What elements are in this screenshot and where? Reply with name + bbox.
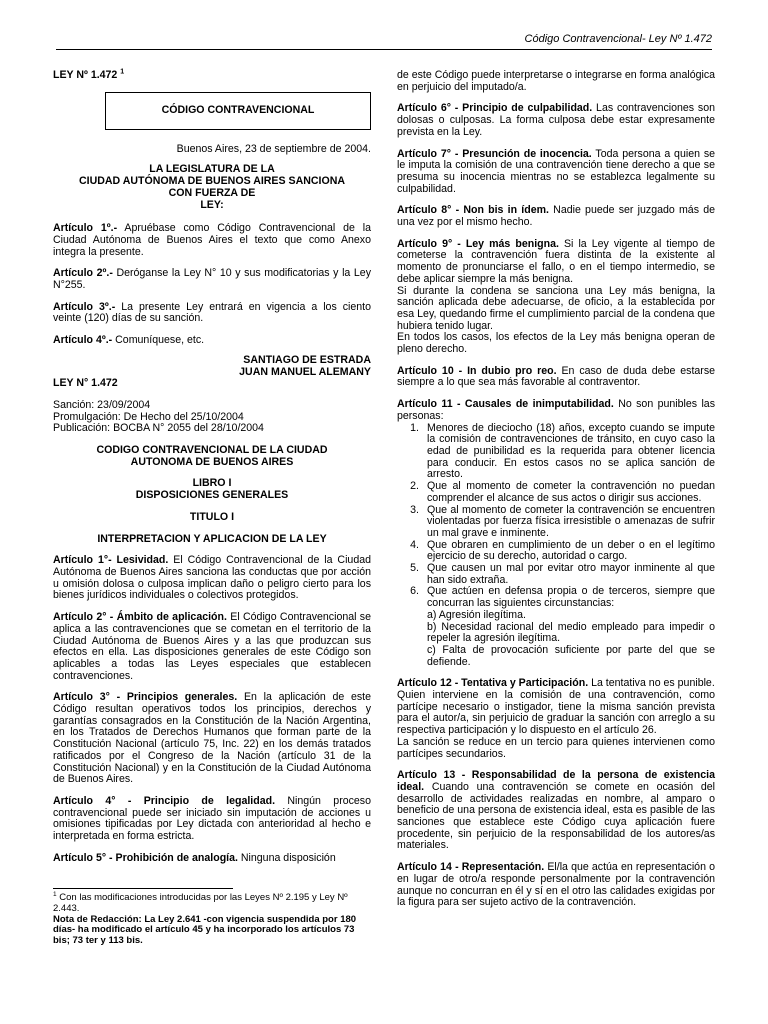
list-text-main: Que actúen en defensa propia o de terceros, siempre que concurran las siguientes circunstancias: [427, 585, 715, 610]
list-number: 5. [410, 562, 419, 575]
article-12 [397, 678, 715, 760]
article-text: Las contravenciones son dolosas o culposas. La forma culposa debe estar expresamente prevista en la Ley. [397, 102, 716, 138]
article-paragraph: Quien interviene en la comisión de una contravención, como partícipe necesario o instigador, tiene la misma sanción prevista para el autor/a, sin perjuicio de graduar la sanción con arreglo a su respectiva participación y lo dispuesto en el artículo 26. [397, 689, 715, 737]
article-2 [53, 612, 371, 682]
article-text: Si la Ley vigente al tiempo de cometerse la contravención fuera distinta de la existente al momento de pronunciarse el fallo, o en el tiempo intermedio, se debe aplicar siempre la más benigna. [397, 237, 716, 285]
article-text: Comuníquese, etc. [112, 334, 205, 347]
signer-name: SANTIAGO DE ESTRADA [243, 353, 371, 366]
article-label: Artículo 1º.- [53, 222, 118, 235]
article-label: Artículo 7° - Presunción de inocencia. [397, 147, 592, 160]
sub-item: b) Necesidad racional del medio empleado para impedir o repeler la agresión ilegítima. [427, 620, 715, 645]
list-text [427, 586, 715, 668]
article-label: Artículo 8° - Non bis in ídem. [397, 204, 549, 217]
list-item [397, 586, 715, 668]
article-label: Artículo 11 - Causales de inimputabilidad. [397, 398, 614, 411]
sub-item: a) Agresión ilegítima. [427, 608, 526, 621]
promulgation-info [53, 400, 371, 435]
preamble-article [53, 223, 371, 258]
list-item [397, 505, 715, 540]
article-text: El/la que actúa en representación o en lugar de otro/a responde personalmente por la contravención aunque no concurran en él y sí en el otro las calidades exigidas por la figura para ser sujeto activo de la contravención. [397, 861, 715, 909]
article-label: Artículo 13 - Responsabilidad de la persona de existencia ideal. [397, 769, 715, 793]
title-name: INTERPRETACION Y APLICACION DE LA LEY [97, 532, 327, 545]
article-text: El Código Contravencional de la Ciudad Autónoma de Buenos Aires sanciona las conductas que por acción u omisión dolosa o culposa implican daño o peligro cierto para los bienes jurídicos individuales o colectivos protegidos. [53, 554, 371, 602]
article-text: Nadie puede ser juzgado más de una vez por el mismo hecho. [397, 204, 715, 229]
article-3 [53, 692, 371, 786]
book-name: DISPOSICIONES GENERALES [135, 489, 289, 502]
article-5 [53, 853, 371, 865]
left-column [53, 70, 371, 946]
article-text: En la aplicación de este Código resultan operativos todos los principios, derechos y garantías consagrados en la Constitución de la Nación Argentina, en los Tratados de Derechos Humanos que forman parte de la Constitución Nacional (artículo 75, Inc. 22) en los demás tratados ratificados por el Congreso de la Nación (artículo 31 de la Constitución Nacional) y en la Constitución de la Ciudad Autónoma de Buenos Aires. [53, 691, 372, 786]
article-13 [397, 770, 715, 852]
article-label: Artículo 3° - Principios generales. [53, 691, 238, 704]
list-number: 4. [410, 538, 419, 551]
footnote-marker: 1 [120, 68, 125, 76]
article-6 [397, 103, 715, 138]
footnote-divider [53, 888, 233, 889]
running-header: Código Contravencional- Ley Nº 1.472 [56, 34, 712, 50]
list-number: 3. [410, 503, 419, 516]
article-text: Apruébase como Código Contravencional de la Ciudad Autónoma de Buenos Aires el texto que como Anexo integra la presente. [53, 222, 371, 258]
legislature-line: LA LEGISLATURA DE LA [149, 163, 275, 176]
legislature-line: CIUDAD AUTÓNOMA DE BUENOS AIRES SANCIONA [78, 175, 346, 188]
list-number: 6. [410, 585, 419, 598]
code-heading [53, 445, 371, 468]
list-item [397, 423, 715, 482]
article-text: Cuando una contravención se comete en ocasión del desarrollo de actividades realizadas en nombre, al amparo o beneficio de una persona de existencia ideal, esta es pasible de las sanciones que establece este Código cuya aplicación fuere procedente, sin perjuicio de la responsabilidad de los autores/as materiales. [397, 780, 715, 852]
article-text: No son punibles las personas: [397, 398, 715, 422]
article-text: La tentativa no es punible. [588, 677, 715, 690]
article-1 [53, 555, 371, 602]
article-text: La presente Ley entrará en vigencia a los ciento veinte (120) días de su sanción. [53, 300, 371, 325]
legislature-line: CON FUERZA DE [168, 186, 256, 199]
article-label: Artículo 10 - In dubio pro reo. [397, 364, 557, 377]
promulgation-date: Promulgación: De Hecho del 25/10/2004 [53, 410, 244, 423]
exemptions-list [397, 423, 715, 669]
law-title [53, 70, 371, 82]
footnote-marker: 1 [53, 891, 57, 899]
list-text: Que causen un mal por evitar otro mayor inminente al que han sido extraña. [427, 562, 715, 586]
article-text: Toda persona a quien se le imputa la comisión de una contravención tiene derecho a que se presuma su inocencia mientras no se establezca legalmente su culpabilidad. [397, 147, 716, 195]
article-label: Artículo 3º.- [53, 300, 116, 313]
article-label: Artículo 4º.- [53, 334, 113, 347]
article-text: Ninguna disposición [237, 851, 336, 864]
list-number: 1. [410, 421, 419, 434]
sub-item: c) Falta de provocación suficiente por parte del que se defiende. [427, 643, 715, 668]
list-number: 2. [410, 480, 419, 493]
article-label: Artículo 2° - Ámbito de aplicación. [53, 611, 227, 624]
article-text: Deróganse la Ley N° 10 y sus modificatorias y la Ley N°255. [53, 267, 371, 292]
article-label: Artículo 5° - Prohibición de analogía. [53, 851, 238, 864]
article-4 [53, 796, 371, 843]
article-10 [397, 366, 715, 389]
right-column [397, 70, 715, 919]
law-number-repeat: LEY N° 1.472 [53, 377, 118, 390]
article-11 [397, 399, 715, 668]
footnote-text: Con las modificaciones introducidas por las Leyes Nº 2.195 y Ley Nº 2.443. [53, 892, 348, 915]
article-paragraph: La sanción se reduce en un tercio para quienes intervienen como partícipes secundarios. [397, 735, 715, 760]
list-text: Que al momento de cometer la contravención no puedan comprender el alcance de sus actos o dirigir sus acciones. [427, 480, 715, 504]
book-heading [53, 478, 371, 501]
article-9 [397, 239, 715, 356]
article-5-continuation: de este Código puede interpretarse o integrarse en forma analógica en perjuicio del imputado/a. [397, 69, 716, 93]
code-title-box: CÓDIGO CONTRAVENCIONAL [105, 92, 371, 130]
list-text: Que obraren en cumplimiento de un deber o en el legítimo ejercicio de su derecho, autoridad o cargo. [427, 538, 715, 563]
preamble-article [53, 268, 371, 291]
article-label: Artículo 12 - Tentativa y Participación. [397, 677, 589, 690]
sanction-date: Sanción: 23/09/2004 [53, 398, 151, 411]
article-label: Artículo 14 - Representación. [397, 861, 545, 874]
signatories [53, 355, 371, 378]
article-label: Artículo 2º.- [53, 267, 113, 280]
list-item [397, 563, 715, 586]
list-text: Menores de dieciocho (18) años, excepto cuando se impute la comisión de contravenciones de tránsito, en cuyo caso la edad de punibilidad es la requerida para obtener licencia para conducir. En estos casos no se aplica sanción de arresto. [427, 421, 715, 481]
article-paragraph: En todos los casos, los efectos de la Ley más benigna operan de pleno derecho. [397, 331, 715, 356]
legislature-line: LEY: [200, 198, 224, 211]
code-heading-line: CODIGO CONTRAVENCIONAL DE LA CIUDAD [96, 444, 328, 457]
title-number: TITULO I [189, 510, 235, 523]
article-text: Ningún proceso contravencional puede ser iniciado sin imputación de acciones u omisiones tipificadas por Ley dictada con anterioridad al hecho e interpretada en forma estricta. [53, 794, 371, 843]
article-paragraph: Si durante la condena se sanciona una Ley más benigna, la sanción aplicada debe adecuarse, de oficio, a la establecida por esa Ley, quedando firme el cumplimiento parcial de la condena que hubiera tenido lugar. [397, 284, 715, 332]
article-14 [397, 862, 715, 909]
article-label: Artículo 6° - Principio de culpabilidad. [397, 102, 593, 115]
list-text: Que al momento de cometer la contravención se encuentren violentadas por fuerza física irresistible o amenazas de sufrir un mal grave e inminente. [427, 503, 715, 539]
signer-name: JUAN MANUEL ALEMANY [239, 365, 371, 378]
editorial-note: Nota de Redacción: La Ley 2.641 -con vigencia suspendida por 180 días- ha modificado el artículo 45 y ha incorporado los artículos 73 bis; 73 ter y 113 bis. [53, 913, 357, 946]
article-8 [397, 205, 715, 228]
enactment-date: Buenos Aires, 23 de septiembre de 2004. [176, 142, 371, 155]
legislature-heading [53, 164, 371, 211]
article-7 [397, 149, 715, 196]
footnote [53, 893, 371, 914]
book-number: LIBRO I [192, 477, 232, 490]
article-label: Artículo 9° - Ley más benigna. [397, 237, 559, 250]
article-label: Artículo 1°- Lesividad. [53, 554, 169, 567]
article-text: El Código Contravencional se aplica a las contravenciones que se cometan en el territorio de la Ciudad Autónoma de Buenos Aires y a las que produzcan sus efectos en ella. Las disposiciones generales de este Código son aplicables a todas las Leyes especiales que establecen contravenciones. [53, 611, 371, 682]
code-heading-line: AUTONOMA DE BUENOS AIRES [130, 455, 294, 468]
article-text: En caso de duda debe estarse siempre a lo que sea más favorable al contraventor. [397, 364, 716, 389]
law-number: LEY Nº 1.472 [53, 69, 118, 81]
preamble-article [53, 302, 371, 325]
publication-date: Publicación: BOCBA N° 2055 del 28/10/2004 [53, 422, 264, 435]
preamble-article [53, 335, 371, 347]
article-label: Artículo 4° - Principio de legalidad. [53, 794, 276, 807]
list-item [397, 481, 715, 504]
list-item [397, 540, 715, 563]
